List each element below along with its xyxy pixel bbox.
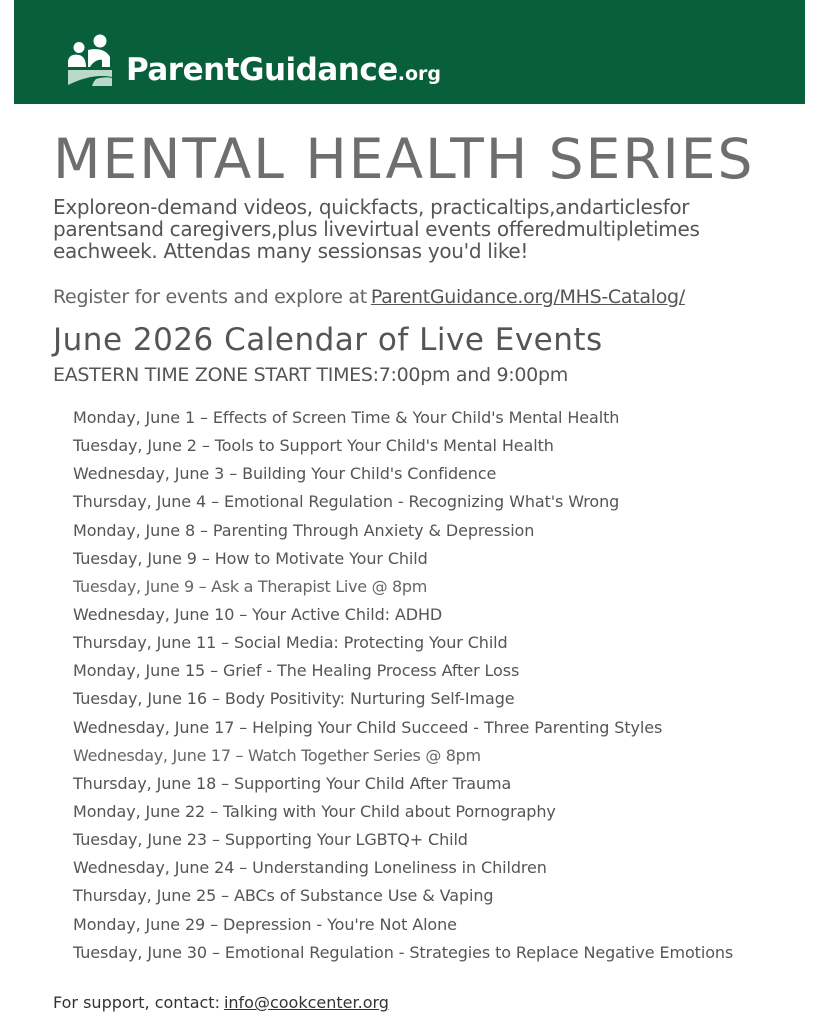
event-item: Monday, June 15 – Grief - The Healing Process After Loss	[73, 661, 520, 681]
event-item: Wednesday, June 24 – Understanding Loneliness in Children	[73, 858, 547, 878]
event-item: Wednesday, June 10 – Your Active Child: ADHD	[73, 604, 443, 624]
event-item: Wednesday, June 17 – Watch Together Series @ 8pm	[73, 745, 481, 765]
event-item: Thursday, June 11 – Social Media: Protecting Your Child	[73, 633, 508, 653]
event-item: Thursday, June 18 – Supporting Your Child After Trauma	[73, 773, 512, 793]
page-title: MENTAL HEALTH SERIES	[53, 127, 755, 191]
event-list	[73, 404, 733, 967]
event-item: Tuesday, June 9 – How to Motivate Your Child	[73, 548, 428, 568]
family-icon	[66, 33, 114, 87]
event-item: Tuesday, June 2 – Tools to Support Your Child's Mental Health	[73, 436, 554, 456]
event-item: Tuesday, June 16 – Body Positivity: Nurturing Self-Image	[73, 689, 515, 709]
intro-paragraph: Exploreon-demand videos, quickfacts, practicaltips,andarticlesfor parentsand caregivers,plus livevirtual events offeredmultipletimes eachweek. Attendas many sessionsas you'd like!	[53, 195, 700, 263]
catalog-link[interactable]: ParentGuidance.org/MHS-Catalog/	[370, 286, 685, 308]
contact-text: For support, contact:	[53, 993, 220, 1012]
brand-suffix: .org	[397, 63, 441, 85]
calendar-heading: June 2026 Calendar of Live Events	[53, 322, 603, 358]
brand-name: ParentGuidance.org	[126, 52, 441, 88]
parentguidance-logo[interactable]	[66, 33, 441, 87]
event-item: Monday, June 8 – Parenting Through Anxiety & Depression	[73, 520, 535, 540]
event-item: Tuesday, June 30 – Emotional Regulation - Strategies to Replace Negative Emotions	[73, 942, 734, 962]
support-contact	[53, 993, 389, 1012]
event-item: Monday, June 1 – Effects of Screen Time & Your Child's Mental Health	[73, 408, 620, 427]
event-item: Wednesday, June 17 – Helping Your Child Succeed - Three Parenting Styles	[73, 717, 663, 737]
header-banner	[14, 0, 805, 104]
event-item: Tuesday, June 23 – Supporting Your LGBTQ+ Child	[73, 830, 468, 850]
event-item: Wednesday, June 3 – Building Your Child's Confidence	[73, 464, 497, 484]
event-item: Tuesday, June 9 – Ask a Therapist Live @ 8pm	[73, 576, 428, 596]
event-item: Monday, June 29 – Depression - You're Not Alone	[73, 914, 457, 934]
event-item: Thursday, June 25 – ABCs of Substance Use & Vaping	[73, 886, 494, 906]
event-item: Thursday, June 4 – Emotional Regulation - Recognizing What's Wrong	[73, 492, 620, 512]
register-line	[53, 286, 685, 308]
timezone-note: EASTERN TIME ZONE START TIMES:7:00pm and 9:00pm	[53, 364, 568, 386]
event-item: Monday, June 22 – Talking with Your Child about Pornography	[73, 801, 556, 821]
register-text: Register for events and explore at	[53, 286, 367, 308]
contact-email-link[interactable]: info@cookcenter.org	[223, 993, 389, 1012]
